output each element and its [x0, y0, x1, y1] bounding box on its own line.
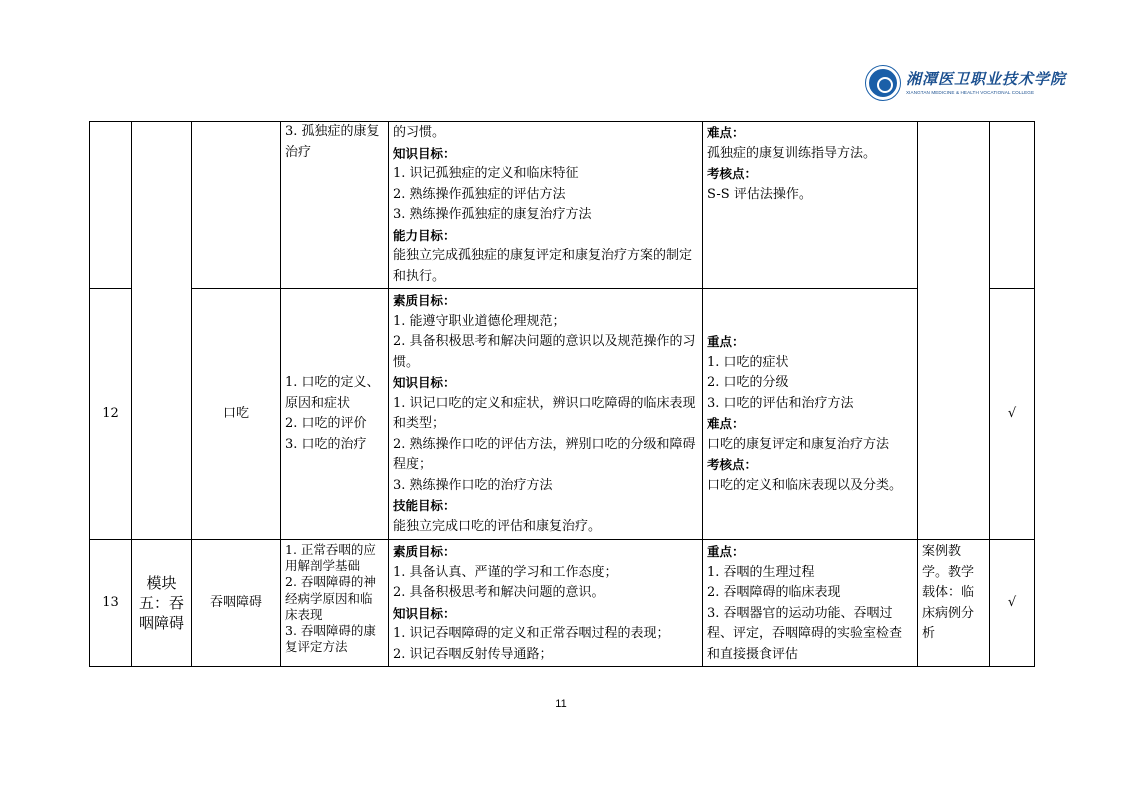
check-cell: √ [990, 540, 1035, 667]
row-number-cell: 12 [90, 289, 132, 540]
keypoint-text: 1. 吞咽的生理过程 [707, 564, 815, 580]
objective-text: 2. 熟练操作口吃的评估方法，辨别口吃的分级和障碍程度； [393, 436, 696, 472]
check-cell: √ [990, 289, 1035, 540]
objective-heading: 技能目标： [393, 498, 456, 513]
keypoint-heading: 重点： [707, 334, 745, 349]
row-number-cell [90, 122, 132, 289]
objective-text: 能独立完成口吃的评估和康复治疗。 [393, 518, 602, 534]
syllabus-table [89, 121, 1035, 667]
keypoint-text: 3. 吞咽器官的运动功能、吞咽过程、评定，吞咽障碍的实验室检查和直接摄食评估 [707, 605, 903, 662]
college-emblem-icon [866, 66, 900, 100]
table-row [90, 540, 1035, 667]
keypoint-text: 2. 吞咽障碍的临床表现 [707, 585, 841, 600]
keypoint-text: 2. 口吃的分级 [707, 375, 789, 390]
row-number-cell: 13 [90, 540, 132, 667]
list-item: 3. 吞咽障碍的康复评定方法 [285, 623, 376, 655]
keypoint-heading: 考核点： [707, 166, 758, 181]
objective-heading: 素质目标： [393, 544, 456, 559]
college-logo [866, 66, 1067, 102]
keypoint-text: 口吃的定义和临床表现以及分类。 [707, 477, 903, 493]
keypoint-heading: 难点： [707, 416, 745, 431]
table-row [90, 289, 1035, 540]
module-cell [132, 122, 192, 540]
keypoint-text: 口吃的康复评定和康复治疗方法 [707, 436, 890, 452]
module-cell: 模块五：吞咽障碍 [132, 540, 192, 667]
objective-heading: 知识目标： [393, 145, 456, 161]
keypoint-heading: 考核点： [707, 457, 758, 472]
college-english-name: XIANGTAN MEDICINE & HEALTH VOCATIONAL COLLEGE [906, 90, 1035, 95]
topics-cell [281, 289, 389, 540]
objective-heading: 素质目标： [393, 293, 456, 308]
keypoints-cell [703, 289, 918, 540]
objective-text: 1. 具备认真、严谨的学习和工作态度； [393, 564, 618, 580]
objective-text: 2. 具备积极思考和解决问题的意识。 [393, 585, 605, 600]
page-number: 11 [555, 698, 567, 710]
objective-heading: 知识目标： [393, 605, 456, 621]
objective-text: 能独立完成孤独症的康复评定和康复治疗方案的制定和执行。 [393, 248, 693, 284]
unit-name-cell [192, 122, 281, 289]
objectives-cell [389, 289, 703, 540]
objectives-cell [389, 540, 703, 667]
unit-name-cell: 口吃 [192, 289, 281, 540]
objective-text: 1. 识记口吃的定义和症状，辨识口吃障碍的临床表现和类型； [393, 395, 696, 431]
objective-text: 2. 具备积极思考和解决问题的意识以及规范操作的习惯。 [393, 334, 696, 370]
keypoint-heading: 难点： [707, 125, 745, 140]
topics-cell [281, 540, 389, 667]
objectives-cell [389, 122, 703, 289]
list-item: 2. 口吃的评价 [285, 416, 367, 431]
method-cell [918, 122, 990, 540]
topics-cell [281, 122, 389, 289]
objective-text: 1. 能遵守职业道德伦理规范； [393, 313, 566, 329]
method-cell: 案例教学。教学载体：临床病例分析 [918, 540, 990, 667]
objective-text: 2. 识记吞咽反射传导通路； [393, 646, 553, 662]
keypoint-text: 1. 口吃的症状 [707, 354, 789, 370]
objective-heading: 能力目标： [393, 227, 456, 243]
objective-text: 1. 识记孤独症的定义和临床特征 [393, 166, 579, 181]
objective-text: 的习惯。 [393, 125, 446, 140]
keypoints-cell [703, 540, 918, 667]
keypoints-cell [703, 122, 918, 289]
list-item: 2. 吞咽障碍的神经病学原因和临床表现 [285, 574, 376, 622]
keypoint-text: S-S 评估法操作。 [707, 186, 812, 202]
check-cell [990, 122, 1035, 289]
objective-text: 3. 熟练操作口吃的治疗方法 [393, 477, 553, 493]
objective-text: 3. 熟练操作孤独症的康复治疗方法 [393, 207, 592, 222]
objective-text: 2. 熟练操作孤独症的评估方法 [393, 186, 566, 202]
college-name: 湘潭医卫职业技术学院 [906, 70, 1067, 88]
table-row [90, 122, 1035, 289]
list-item: 3. 口吃的治疗 [285, 436, 367, 452]
objective-text: 1. 识记吞咽障碍的定义和正常吞咽过程的表现； [393, 626, 670, 641]
keypoint-heading: 重点： [707, 544, 745, 559]
list-item: 1. 口吃的定义、原因和症状 [285, 375, 380, 411]
keypoint-text: 孤独症的康复训练指导方法。 [707, 145, 877, 161]
list-item: 3. 孤独症的康复治疗 [285, 124, 380, 160]
keypoint-text: 3. 口吃的评估和治疗方法 [707, 395, 854, 411]
unit-name-cell: 吞咽障碍 [192, 540, 281, 667]
objective-heading: 知识目标： [393, 375, 456, 390]
list-item: 1. 正常吞咽的应用解剖学基础 [285, 542, 376, 574]
